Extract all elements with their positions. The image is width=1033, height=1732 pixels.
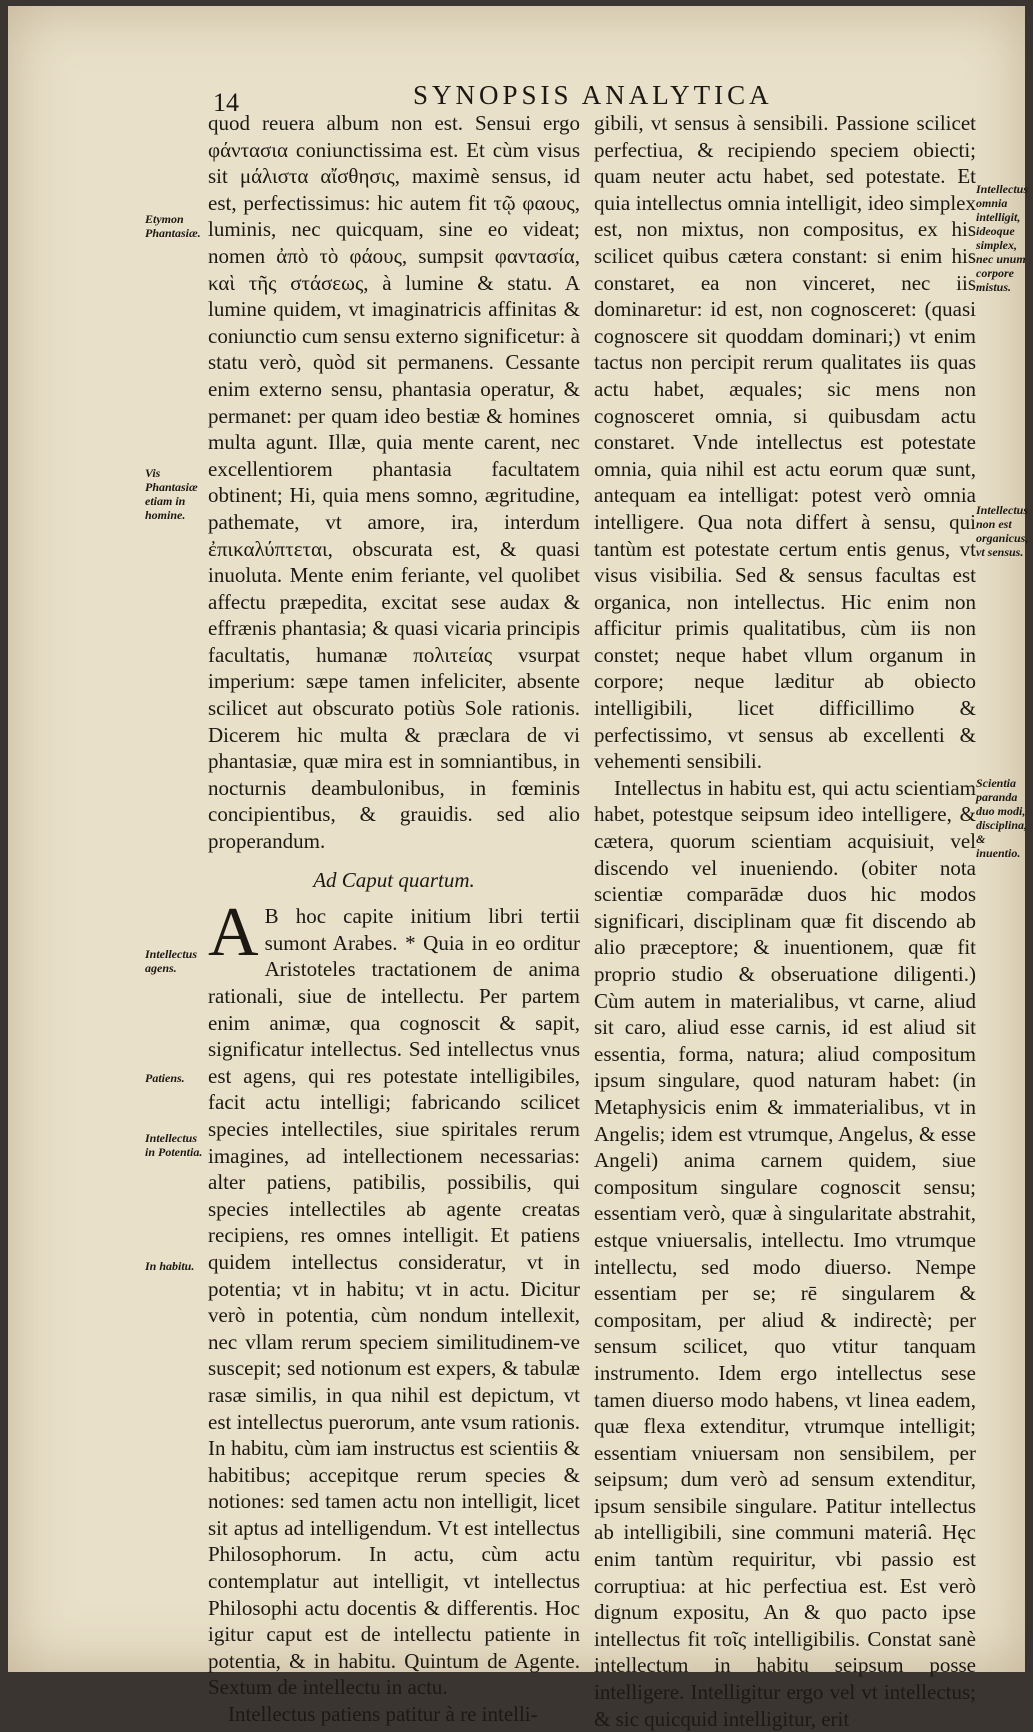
margin-note-left: Etymon Phantasiæ. — [145, 212, 201, 240]
margin-note-right: Intellectus non est organicus, vt sensus. — [976, 503, 1029, 559]
page-number: 14 — [213, 88, 239, 117]
left-paragraph-2 — [208, 894, 580, 1701]
right-paragraph-2: Intellectus in habitu est, qui actu scientiam habet, potestque seipsum ideo intelligere, & cætera, quorum scientiam acquisiuit, vel discendo vel inueniendo. (obiter nota scientiæ comparādæ duos hic modos significari, disciplinam quæ fit discendo ab alio præceptore; & inuentionem, quæ fit proprio studio & obseruatione diligenti.) Cùm autem in materialibus, vt carne, aliud sit caro, aliud esse carnis, id est aliud sit essentia, forma, natura; aliud compositum ipsum singulare, quod naturam habet: (in Metaphysicis enim & immaterialibus, vt in Angelis; idem est vtrumque, Angelus, & esse Angeli) anima carnem quidem, siue compositum singulare cognoscit sensu; essentiam verò, quæ à singularitate abstrahit, estque vniuersalis, intellectu. Imo vtrumque intellectu, sed modo diuerso. Nempe essentiam per se; rē singularem & compositam, per aliud & indirectè; per sensum scilicet, quo vtitur tanquam instrumento. Idem ergo intellectus sese tamen diuerso modo habens, vt linea eadem, quæ flexa extenditur, vtrumque intelligit; essentiam vniuersam non sensibilem, per seipsum; dum verò ad sensum extenditur, ipsum sensibile singulare. Patitur intellectus ab intelligibili, sine communi materiâ. Hęc enim tantùm requiritur, vbi passio est corruptiua: at hic perfectiua est. Est verò dignum expositu, An & quo pacto ipse intellectus fit τοῖς intelligibilis. Constat sanè intellectum in habitu seipsum posse intelligere. Intelligitur ergo vel vt intellectus; & sic quicquid intelligitur, erit — [594, 775, 976, 1731]
left-paragraph-2-text: B hoc capite initium libri tertii sumont Arabes. * Quia in eo orditur Aristoteles tractationem de anima rationali, siue de intellectu. Per partem enim animæ, qua cognoscit & sapit, significatur intellectus. Sed intellectus vnus est agens, qui res potestate intelligibiles, facit actu intelligi; fabricando scilicet species intellectiles, siue spiritales rerum imagines, ad intellectionem necessarias: alter patiens, patibilis, possibilis, qui species intellectiles ab agente creatas recipiens, res omnes intelligit. Et patiens quidem intellectus consideratur, vt in potentia; vt in habitu; vt in actu. Dicitur verò in potentia, cùm nondum intellexit, nec vllam rerum speciem similitudinem-ve suscepit; sed notionum est expers, & tabulæ rasæ similis, in qua nihil est depictum, vt est intellectus puerorum, ante vsum rationis. In habitu, cùm iam instructus est scientiis & habitibus; accepitque rerum species & notiones: sed tamen actu non intelligit, licet sit aptus ad intelligendum. Vt est intellectus Philosophorum. In actu, cùm actu contemplatur aut intelligit, vt intellectus Philosophi actu docentis & differentis. Hoc igitur caput est de intellectu patiente in potentia, & in habitu. Quintum de Agente. Sextum de intellectu in actu. — [208, 904, 580, 1700]
right-column — [594, 110, 976, 1732]
running-head: SYNOPSIS ANALYTICA — [413, 80, 773, 110]
left-paragraph-1: quod reuera album non est. Sensui ergo φάντασια coniunctissima est. Et cùm visus sit μάλιστα αἴσθησις, maximè sensus, id est, perfectissimus: hic autem fit τῷ φαους, luminis, nec quicquam, sine eo videat; nomen ἀπὸ τὸ φάους, sumpsit φαντασία, καὶ τῆς στάσεως, à lumine & statu. A lumine quidem, vt imaginatricis affinitas & coniunctio cum sensu externo significetur: à statu verò, quòd sit permanens. Cessante enim externo sensu, phantasia operatur, & permanet: per quam ideo bestiæ & homines multa agunt. Illæ, quia mente carent, nec excellentiorem phantasia facultatem obtinent; Hi, quia mens somno, ægritudine, pathemate, vt amore, ira, interdum ἐπικαλύπτεται, obscurata est, & quasi inuoluta. Mente enim feriante, vel quolibet affectu præpedita, excitat sese audax & effrænis phantasia; & quasi vicaria principis facultatis, humanæ πολιτείας vsurpat imperium: sæpe tamen infeliciter, absente scilicet aut obscurato potiùs Sole rationis. Dicerem hic multa & præclara de vi phantasiæ, quæ mira est in somniantibus, in nocturnis deambulonibus, in fœminis concipientibus, & grauidis. sed alio properandum. — [208, 111, 580, 854]
margin-note-right: Intellectus omnia intelligit, ideoque simplex, nec unum corpore mistus. — [976, 182, 1029, 294]
left-paragraph-3: Intellectus patiens patitur à re intelli- — [228, 1702, 538, 1727]
left-column — [208, 110, 580, 1728]
section-heading: Ad Caput quartum. — [313, 867, 475, 892]
margin-note-left: In habitu. — [145, 1259, 195, 1273]
margin-note-left: Intellectus agens. — [145, 947, 198, 975]
margin-note-right: Scientia paranda duo modi, disciplina, & inuentio. — [976, 776, 1028, 860]
drop-cap: A — [208, 894, 259, 972]
margin-note-left: Vis Phantasiæ etiam in homine. — [145, 466, 198, 522]
margin-note-left: Patiens. — [145, 1071, 185, 1085]
book-page — [8, 6, 1029, 1731]
margin-note-left: Intellectus in Potentia. — [145, 1131, 203, 1159]
right-paragraph-1: gibili, vt sensus à sensibili. Passione scilicet perfectiua, & recipiendo speciem obiecti; quam neuter actu habet, sed potestate. Et quia intellectus omnia intelligit, ideo simplex est, non mixtus, non compositus, ex his scilicet quibus cætera constant: si enim his constaret, ea non vinceret, nec iis dominaretur: id est, non cognosceret: (quasi cognoscere sit quoddam dominari;) vt enim tactus non percipit rerum qualitates iis quas actu habet, æquales; sic mens non cognosceret omnia, si quibusdam actu constaret. Vnde intellectus est potestate omnia, quia nihil est actu eorum quæ sunt, antequam ea intelligat: potest verò omnia intelligere. Qua nota differt à sensu, qui tantùm est potestate certum entis genus, vt visus visibilia. Sed & sensus facultas est organica, non intellectus. Hic enim non afficitur primis qualitatibus, cùm iis non constet; neque habet vllum organum in corpore; neque læditur ab obiecto intelligibili, licet difficillimo & perfectissimo, vt sensus ab excellenti & vehementi sensibili. — [594, 111, 976, 774]
